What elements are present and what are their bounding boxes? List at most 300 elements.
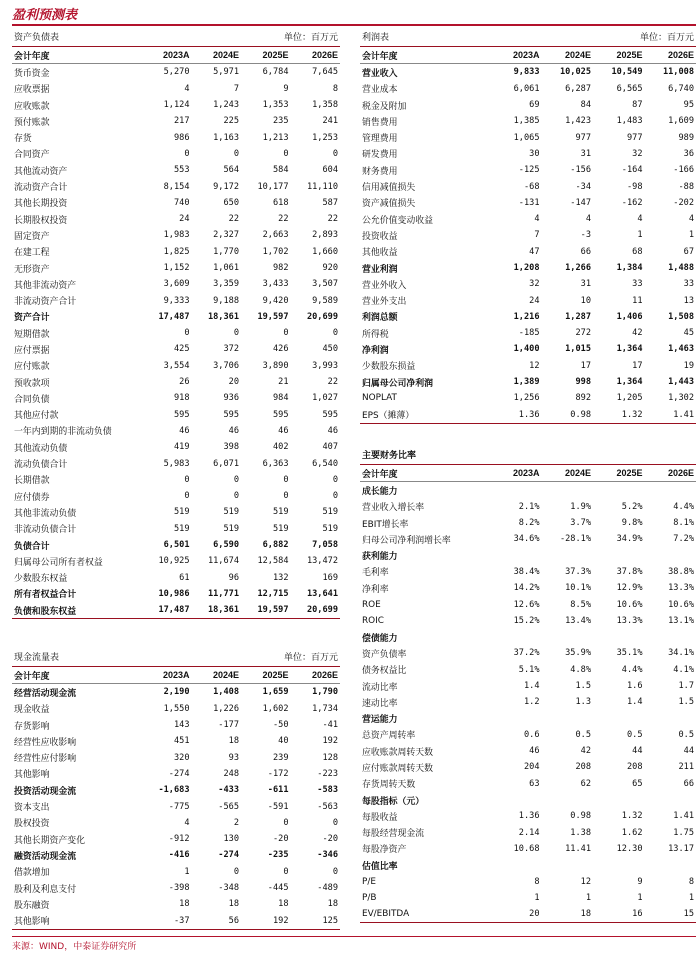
cell-value <box>645 710 697 726</box>
row-label: 总资产周转率 <box>362 731 416 742</box>
cell-value: 44 <box>632 746 643 757</box>
table-row <box>360 325 696 341</box>
table-row <box>12 325 340 341</box>
cell-value: 0 <box>233 148 239 159</box>
cell-value: 67 <box>683 246 694 257</box>
cell-value <box>645 857 697 873</box>
cell-value: -912 <box>168 834 190 845</box>
row-label: 财务费用 <box>362 166 398 177</box>
cell-value: -775 <box>168 801 190 812</box>
cell-value: 11,110 <box>306 181 338 192</box>
cell-value: 1,216 <box>513 311 540 322</box>
row-label: 营业外支出 <box>362 297 407 308</box>
cell-value: 56 <box>192 912 242 929</box>
cell-value: 0 <box>283 148 289 159</box>
cell-value: -348 <box>218 883 239 893</box>
cell-value: 143 <box>173 720 190 731</box>
cell-value: 16 <box>593 906 645 923</box>
cell-value: -346 <box>317 850 338 861</box>
cell-value: 2026E <box>645 465 697 482</box>
cell-value: 32 <box>632 148 643 159</box>
balance-sheet-panel <box>12 30 340 619</box>
cell-value: 192 <box>322 736 338 747</box>
row-label: 资产合计 <box>14 313 50 324</box>
cell-value: 3,507 <box>312 279 338 290</box>
table-row <box>12 798 340 814</box>
cell-value: 0 <box>233 328 239 339</box>
row-label: 管理费用 <box>362 134 398 145</box>
table-row <box>12 292 340 308</box>
cell-value: 1.36 <box>518 811 540 822</box>
cell-value: 31 <box>580 148 591 159</box>
table-row <box>360 743 696 759</box>
cell-value: 0.6 <box>523 729 540 740</box>
cell-value: 45 <box>683 328 694 339</box>
cell-value: 61 <box>179 572 190 583</box>
row-label: 资产负债率 <box>362 649 407 660</box>
cell-value: 22 <box>327 214 338 225</box>
table-header-row <box>360 465 696 482</box>
page-title: 盈利预测表 <box>12 8 78 23</box>
cell-value: 1,358 <box>312 100 338 111</box>
cell-value: 15 <box>645 906 697 923</box>
cell-value: 7 <box>233 83 239 94</box>
cell-value: 22 <box>278 214 289 225</box>
cell-value: 248 <box>223 768 239 779</box>
row-label: 营运能力 <box>362 715 398 726</box>
row-label: 净利率 <box>362 584 389 595</box>
cell-value: 4.4% <box>621 664 643 675</box>
cell-value: 9,420 <box>262 295 289 306</box>
table-row <box>360 906 696 923</box>
cell-value: -563 <box>317 801 338 812</box>
row-label: P/E <box>362 876 376 887</box>
table-row <box>360 276 696 292</box>
cell-value: 26 <box>179 377 190 388</box>
row-label: 应收票据 <box>14 85 50 96</box>
cell-value: 1,385 <box>513 116 540 127</box>
cell-value: -274 <box>168 768 190 779</box>
cashflow-panel <box>12 650 340 930</box>
cell-value: 1,660 <box>312 246 338 257</box>
cell-value: 225 <box>223 116 239 127</box>
cell-value: 986 <box>173 132 190 143</box>
cell-value: 33 <box>683 279 694 290</box>
table-row <box>360 678 696 694</box>
cell-value: 8.5% <box>570 599 591 610</box>
cell-value: 1,983 <box>163 230 190 241</box>
cell-value: -156 <box>570 165 591 176</box>
cell-value <box>593 857 645 873</box>
cell-value: -125 <box>518 165 540 176</box>
table-row <box>360 195 696 211</box>
row-label: ROIC <box>362 615 384 626</box>
row-label: 非流动资产合计 <box>14 297 77 308</box>
cell-value: 519 <box>223 523 239 534</box>
ratios-table <box>360 465 696 923</box>
row-label: 其他应付款 <box>14 411 59 422</box>
row-label: 归属母公司所有者权益 <box>14 557 103 568</box>
row-label: 其他非流动负债 <box>14 508 77 519</box>
cell-value: 0.98 <box>570 811 591 822</box>
cell-value: 1,364 <box>616 377 643 388</box>
table-row <box>360 358 696 374</box>
row-label: 毛利率 <box>362 568 389 579</box>
table-row <box>12 684 340 701</box>
cell-value: 1,488 <box>668 263 694 273</box>
row-label: 研发费用 <box>362 150 398 161</box>
cell-value: 68 <box>632 246 643 257</box>
cell-value: 989 <box>678 132 694 143</box>
cell-value: 3,890 <box>262 360 289 371</box>
cell-value: 42 <box>632 328 643 339</box>
table-header-row <box>12 47 340 64</box>
cell-value: 19,597 <box>241 602 291 619</box>
cell-value: 4 <box>585 214 591 225</box>
table-row <box>360 727 696 743</box>
table-row <box>12 896 340 912</box>
row-label: 税金及附加 <box>362 101 407 112</box>
cashflow-table <box>12 667 340 930</box>
row-label: 估值比率 <box>362 861 398 872</box>
cell-value: -131 <box>518 197 540 208</box>
panel-title: 现金流量表 <box>14 653 60 663</box>
cell-value: 7.2% <box>673 534 694 545</box>
row-label: 股利及利息支付 <box>14 884 77 895</box>
cell-value: 7,645 <box>312 67 338 78</box>
row-label: 销售费用 <box>362 117 398 128</box>
cell-value: 241 <box>322 116 338 127</box>
row-label: 成长能力 <box>362 486 398 497</box>
cell-value: 1,443 <box>668 377 694 388</box>
cell-value: 0 <box>332 328 338 339</box>
row-label: 其他长期投资 <box>14 199 68 210</box>
row-label: 利润总额 <box>362 313 398 324</box>
table-row <box>12 244 340 260</box>
cell-value: 7 <box>534 230 540 241</box>
cell-value: 1,406 <box>616 311 643 322</box>
cell-value: 425 <box>173 344 190 355</box>
cell-value: 17 <box>580 360 591 371</box>
table-row <box>12 504 340 520</box>
cell-value: 13.4% <box>565 615 591 626</box>
cell-value: 0 <box>233 491 239 502</box>
cell-value: 192 <box>241 912 291 929</box>
table-row <box>12 602 340 619</box>
cell-value: 892 <box>575 393 591 404</box>
cell-value: 998 <box>575 377 591 388</box>
cell-value: 21 <box>278 377 289 388</box>
cell-value: 11,674 <box>207 556 239 567</box>
row-label: 融资活动现金流 <box>14 851 77 862</box>
cell-value: 4 <box>184 83 190 94</box>
cell-value: 2,327 <box>213 230 239 241</box>
cell-value: 0 <box>332 148 338 159</box>
row-label: 应付账款周转天数 <box>362 763 433 774</box>
cell-value: 36 <box>683 148 694 159</box>
table-row <box>12 864 340 880</box>
cell-value: 62 <box>580 778 591 789</box>
row-label: 长期股权投资 <box>14 215 68 226</box>
cell-value <box>542 792 594 808</box>
cell-value: 0 <box>283 474 289 485</box>
cell-value: 398 <box>223 442 239 453</box>
cell-value: -166 <box>673 165 694 176</box>
cell-value: -223 <box>317 768 338 779</box>
cell-value: 1,065 <box>513 132 540 143</box>
cell-value <box>542 629 594 645</box>
table-row <box>360 808 696 824</box>
cell-value: 18,361 <box>207 311 239 322</box>
cell-value: 18 <box>278 899 289 910</box>
cell-value: 1,659 <box>262 687 289 698</box>
table-row <box>360 531 696 547</box>
cell-value: 553 <box>173 165 190 176</box>
cell-value: 2026E <box>645 47 697 64</box>
table-row <box>360 341 696 357</box>
cell-value: 451 <box>173 736 190 747</box>
table-row <box>12 129 340 145</box>
cell-value: 1.32 <box>621 811 643 822</box>
cell-value: 1 <box>585 892 591 903</box>
row-label: 应收账款周转天数 <box>362 747 433 758</box>
cell-value <box>542 547 594 563</box>
table-row <box>12 488 340 504</box>
cell-value: 1 <box>688 230 694 241</box>
cell-value: 6,287 <box>565 83 591 94</box>
cell-value: 8,154 <box>163 181 190 192</box>
table-row <box>360 499 696 515</box>
cell-value: -185 <box>518 328 540 339</box>
table-row <box>360 260 696 276</box>
cell-value: 30 <box>529 148 540 159</box>
cell-value: 0 <box>233 866 239 877</box>
cell-value: 1,124 <box>163 100 190 111</box>
cell-value: 4.1% <box>673 664 694 675</box>
table-row <box>360 162 696 178</box>
ratios-panel <box>360 448 696 923</box>
row-label: 存货 <box>14 134 32 145</box>
row-label: 合同资产 <box>14 150 50 161</box>
panel-header <box>12 650 340 667</box>
table-row <box>12 880 340 896</box>
table-row <box>12 341 340 357</box>
cell-value: 595 <box>223 409 239 420</box>
cell-value: -445 <box>267 883 289 893</box>
row-label: 少数股东损益 <box>362 362 416 373</box>
cell-value: 1.4 <box>523 681 540 691</box>
cell-value: 2.1% <box>518 501 540 512</box>
table-row <box>12 81 340 97</box>
row-label: 会计年度 <box>12 667 142 684</box>
table-row <box>12 782 340 798</box>
cell-value: 2 <box>233 817 239 828</box>
cell-value: 12.9% <box>616 583 643 594</box>
cell-value: 20 <box>490 906 542 923</box>
cell-value: 6,540 <box>312 458 338 469</box>
table-row <box>12 227 340 243</box>
cell-value: 936 <box>223 393 239 404</box>
panel-title: 利润表 <box>362 33 390 43</box>
table-row <box>360 309 696 325</box>
cell-value: 10 <box>580 295 591 306</box>
cell-value: 320 <box>173 752 190 763</box>
cell-value: 1.75 <box>673 827 694 838</box>
row-label: 其他流动负债 <box>14 443 68 454</box>
cell-value: 650 <box>223 197 239 208</box>
cell-value: 372 <box>223 344 239 355</box>
cell-value: 1,205 <box>616 393 643 404</box>
table-row <box>360 825 696 841</box>
row-label: 现金收益 <box>14 705 50 716</box>
cell-value: 4 <box>534 214 540 225</box>
row-label: 其他影响 <box>12 912 142 929</box>
cell-value <box>645 629 697 645</box>
cell-value: 13.1% <box>668 615 694 626</box>
cell-value: 239 <box>272 752 289 763</box>
table-row <box>12 211 340 227</box>
cell-value: 17,487 <box>158 311 190 322</box>
panel-title: 资产负债表 <box>14 33 60 43</box>
cell-value: 6,363 <box>262 458 289 469</box>
cell-value: 0.5 <box>575 729 591 740</box>
cell-value: 4.4% <box>673 501 694 512</box>
cell-value: 519 <box>223 507 239 518</box>
row-label: 经营性应付影响 <box>14 754 77 765</box>
cell-value: 1,208 <box>513 263 540 273</box>
cell-value: 19,597 <box>257 311 289 322</box>
cell-value: 8.1% <box>673 518 694 529</box>
table-row <box>360 146 696 162</box>
row-label: 其他收益 <box>362 248 398 259</box>
cell-value: 2024E <box>542 465 594 482</box>
cell-value <box>645 792 697 808</box>
cell-value: 1,287 <box>565 311 591 322</box>
panel-unit: 单位：百万元 <box>639 33 694 43</box>
cell-value: 1.3 <box>575 697 591 708</box>
cell-value: 37.8% <box>616 566 643 577</box>
row-label: 存货周转天数 <box>362 780 416 791</box>
table-row <box>360 547 696 563</box>
cell-value: -1,683 <box>158 785 190 796</box>
cell-value: 12.30 <box>616 843 643 854</box>
cell-value: 33 <box>632 279 643 290</box>
cell-value <box>490 710 542 726</box>
cell-value: 17 <box>632 360 643 371</box>
cell-value: 426 <box>272 344 289 355</box>
cell-value: -274 <box>218 850 239 861</box>
table-row <box>360 613 696 629</box>
cell-value: -489 <box>317 883 338 893</box>
table-row <box>360 178 696 194</box>
cell-value: 1.41 <box>645 407 697 424</box>
cell-value: 18,361 <box>192 602 242 619</box>
cell-value: -565 <box>218 801 239 812</box>
cell-value: 1,602 <box>262 703 289 714</box>
table-row <box>360 662 696 678</box>
cell-value: 6,061 <box>513 83 540 94</box>
table-row <box>12 260 340 276</box>
cell-value: 1,364 <box>616 344 643 355</box>
cell-value: 9,589 <box>312 295 338 306</box>
cell-value: 920 <box>322 263 338 273</box>
cell-value: 63 <box>529 778 540 789</box>
cell-value: 2024E <box>192 667 242 684</box>
row-label: 营业外收入 <box>362 280 407 291</box>
cell-value: 10,177 <box>257 181 289 192</box>
cell-value: 34.1% <box>668 648 694 659</box>
cell-value: 4 <box>184 817 190 828</box>
cell-value: -34 <box>575 181 591 192</box>
table-row <box>360 97 696 113</box>
cell-value: 1,734 <box>312 703 338 714</box>
row-label: 归母公司净利润增长率 <box>362 535 451 546</box>
row-label: EV/EBITDA <box>360 906 490 923</box>
row-label: 净利润 <box>362 345 389 356</box>
cell-value: 13,641 <box>306 588 338 599</box>
cell-value: 10.6% <box>668 599 694 610</box>
cell-value: 0 <box>184 474 190 485</box>
cell-value: 407 <box>322 442 338 453</box>
cell-value: -28.1% <box>559 534 591 545</box>
row-label: 应付账款 <box>14 362 50 373</box>
table-row <box>12 455 340 471</box>
cell-value: -20 <box>322 834 338 845</box>
cell-value: 2,663 <box>262 230 289 241</box>
cell-value: 5,270 <box>163 67 190 78</box>
cell-value: 208 <box>626 762 643 773</box>
source-rule <box>12 936 696 937</box>
panel-header <box>360 448 696 465</box>
cell-value: 1.7 <box>678 681 694 691</box>
cell-value: 8 <box>688 876 694 887</box>
row-label: NOPLAT <box>362 393 397 404</box>
cell-value: 5,983 <box>163 458 190 469</box>
cell-value <box>542 710 594 726</box>
cell-value <box>542 857 594 873</box>
cell-value: 584 <box>272 165 289 176</box>
cell-value: 1.4 <box>626 697 643 708</box>
table-row <box>12 701 340 717</box>
cell-value: 1,256 <box>513 393 540 404</box>
panel-unit: 单位：百万元 <box>283 653 338 663</box>
cell-value: 1,226 <box>213 703 239 714</box>
table-row <box>360 244 696 260</box>
cell-value: 44 <box>683 746 694 757</box>
row-label: 在建工程 <box>14 248 50 259</box>
cell-value: 84 <box>580 100 591 111</box>
table-row <box>12 358 340 374</box>
cell-value: 10.1% <box>565 583 591 594</box>
cell-value: 8.2% <box>518 518 540 529</box>
cell-value: 42 <box>580 746 591 757</box>
table-row <box>360 629 696 645</box>
row-label: 会计年度 <box>12 47 142 64</box>
table-row <box>360 227 696 243</box>
row-label: 每股收益 <box>362 812 398 823</box>
cell-value: 10,549 <box>611 67 643 78</box>
panel-unit: 单位：百万元 <box>283 33 338 43</box>
row-label: 其他非流动资产 <box>14 280 77 291</box>
row-label: 少数股东权益 <box>14 574 68 585</box>
table-row <box>12 97 340 113</box>
cell-value: 11,771 <box>207 588 239 599</box>
cell-value: -41 <box>322 720 338 731</box>
table-row <box>360 873 696 889</box>
cell-value: -172 <box>267 768 289 779</box>
cell-value: 519 <box>173 523 190 534</box>
cell-value: 12,584 <box>257 556 289 567</box>
